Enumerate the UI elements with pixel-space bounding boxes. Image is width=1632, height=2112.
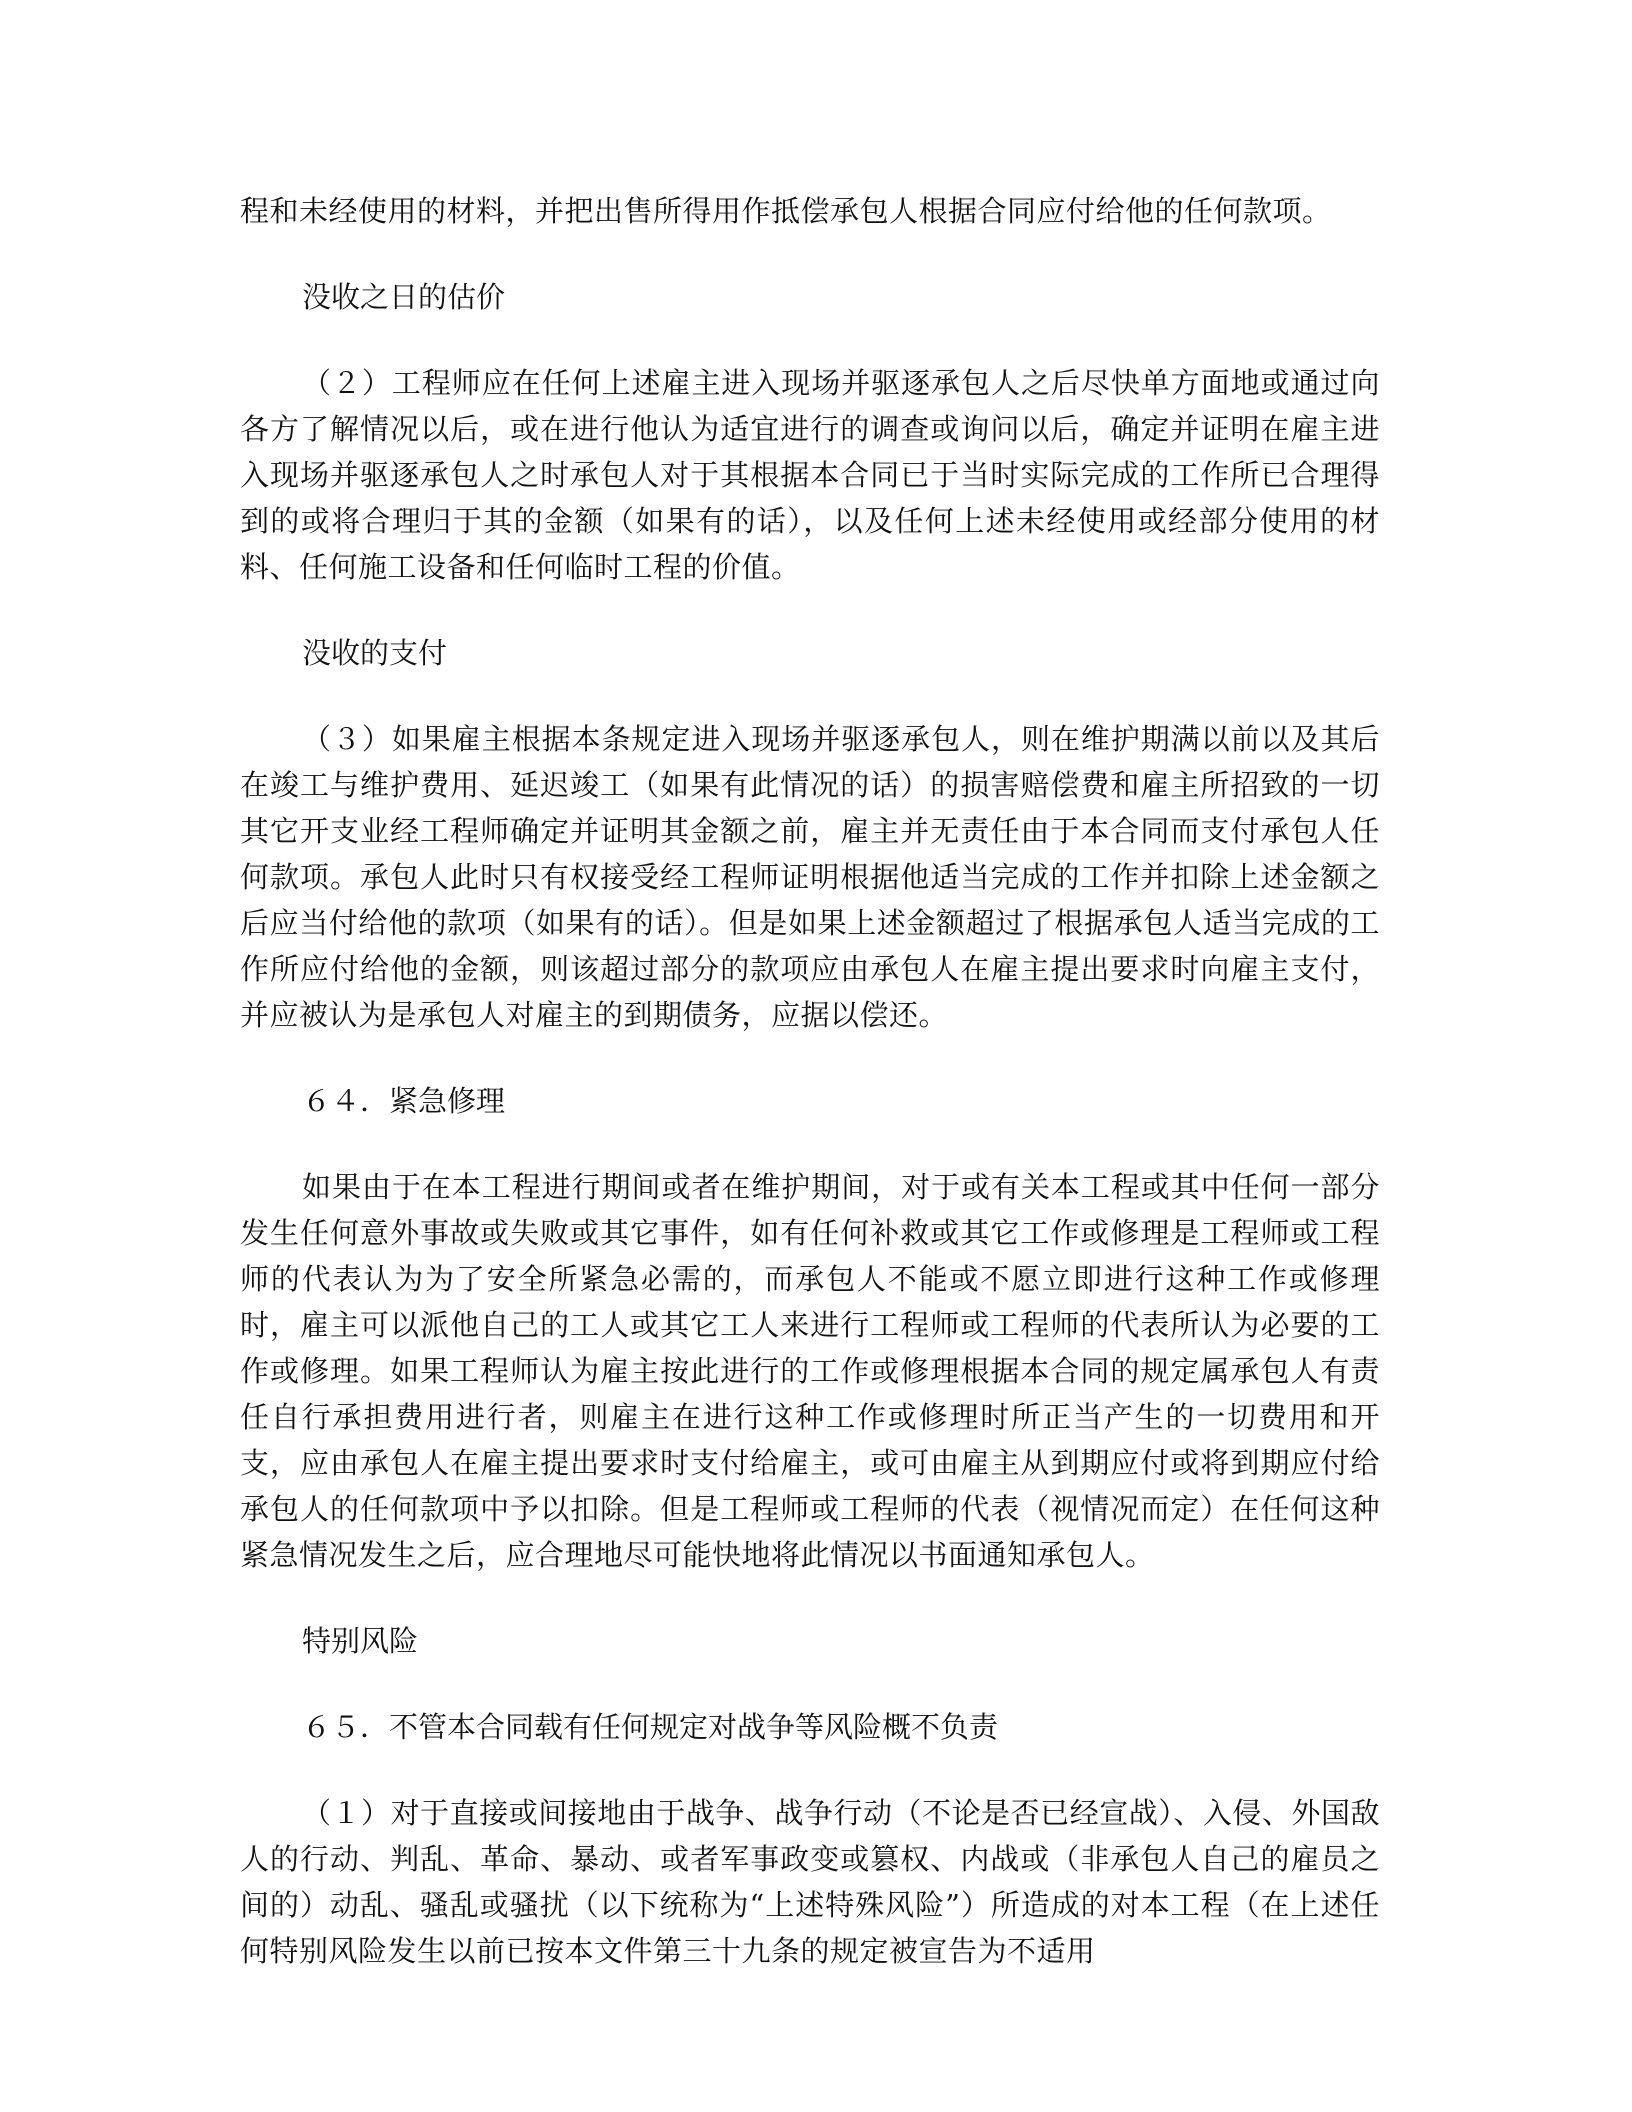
paragraph-clause-2: （２）工程师应在任何上述雇主进入现场并驱逐承包人之后尽快单方面地或通过向各方了解情况以后，或在进行他认为适宜进行的调查或询问以后，确定并证明在雇主进入现场并驱逐承包人之时承包人对于其根据本合同已于当时实际完成的工作所已合理得到的或将合理归于其的金额（如果有的话），以及任何上述未经使用或经部分使用的材料、任何施工设备和任何临时工程的价值。 bbox=[240, 366, 1380, 584]
section-heading-special-risks: 特别风险 bbox=[302, 1624, 419, 1658]
spacer bbox=[240, 1578, 1380, 1618]
spacer bbox=[240, 234, 1380, 274]
spacer bbox=[240, 1750, 1380, 1790]
paragraph-clause-65-1: （１）对于直接或间接地由于战争、战争行动（不论是否已经宣战）、入侵、外国敌人的行动、判乱、革命、暴动、或者军事政变或篡权、内战或（非承包人自己的雇员之间的）动乱、骚乱或骚扰（以下统称为“上述特殊风险”）所造成的对本工程（在上述任何特别风险发生以前已按本文件第三十九条的规定被宣告为不适用 bbox=[240, 1796, 1380, 1968]
section-heading-65: ６５．不管本合同载有任何规定对战争等风险概不负责 bbox=[302, 1710, 999, 1744]
section-heading-64: ６４．紧急修理 bbox=[302, 1084, 506, 1118]
paragraph-continuation: 程和未经使用的材料，并把出售所得用作抵偿承包人根据合同应付给他的任何款项。 bbox=[240, 194, 1332, 228]
paragraph-clause-3: （３）如果雇主根据本条规定进入现场并驱逐承包人，则在维护期满以前以及其后在竣工与维护费用、延迟竣工（如果有此情况的话）的损害赔偿费和雇主所招致的一切其它开支业经工程师确定并证明其金额之前，雇主并无责任由于本合同而支付承包人任何款项。承包人此时只有权接受经工程师证明根据他适当完成的工作并扣除上述金额之后应当付给他的款项（如果有的话）。但是如果上述金额超过了根据承包人适当完成的工作所应付给他的金额，则该超过部分的款项应由承包人在雇主提出要求时向雇主支付，并应被认为是承包人对雇主的到期债务，应据以偿还。 bbox=[240, 722, 1380, 1032]
spacer bbox=[240, 1124, 1380, 1164]
document-page bbox=[240, 188, 1380, 1974]
spacer bbox=[240, 1038, 1380, 1078]
spacer bbox=[240, 1664, 1380, 1704]
section-heading-valuation: 没收之日的估价 bbox=[302, 280, 506, 314]
spacer bbox=[240, 676, 1380, 716]
paragraph-emergency-repairs: 如果由于在本工程进行期间或者在维护期间，对于或有关本工程或其中任何一部分发生任何意外事故或失败或其它事件，如有任何补救或其它工作或修理是工程师或工程师的代表认为为了安全所紧急必需的，而承包人不能或不愿立即进行这种工作或修理时，雇主可以派他自己的工人或其它工人来进行工程师或工程师的代表所认为必要的工作或修理。如果工程师认为雇主按此进行的工作或修理根据本合同的规定属承包人有责任自行承担费用进行者，则雇主在进行这种工作或修理时所正当产生的一切费用和开支，应由承包人在雇主提出要求时支付给雇主，或可由雇主从到期应付或将到期应付给承包人的任何款项中予以扣除。但是工程师或工程师的代表（视情况而定）在任何这种紧急情况发生之后，应合理地尽可能快地将此情况以书面通知承包人。 bbox=[240, 1170, 1380, 1572]
spacer bbox=[240, 320, 1380, 360]
section-heading-payment: 没收的支付 bbox=[302, 636, 448, 670]
spacer bbox=[240, 590, 1380, 630]
